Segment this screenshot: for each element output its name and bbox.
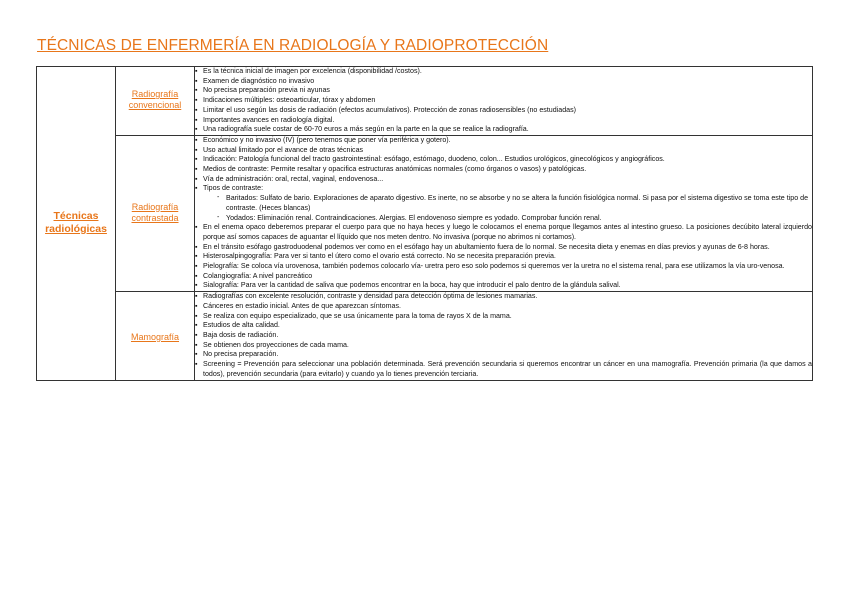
list-item: ▪ Colangiografía: A nivel pancreático xyxy=(195,272,812,282)
technique-details-cell xyxy=(195,67,813,136)
list-item: ▪ Sialografía: Para ver la cantidad de saliva que podemos encontrar en la boca, hay que introducir el palo dentro de la glándula salival. xyxy=(195,281,812,291)
list-item: ▪ Uso actual limitado por el avance de otras técnicas xyxy=(195,146,812,156)
row-mamografia xyxy=(37,292,813,380)
list-item: ▪ Se realiza con equipo especializado, que se usa únicamente para la toma de rayos X de la mama. xyxy=(195,312,812,322)
list-item: ▪ En el enema opaco deberemos preparar el cuerpo para que no haya heces y luego le colocamos el enema porque llegamos antes al intestino grueso. La posiciones decúbito lateral izquierdo porque así somos capaces de aguantar el líquido que nos meten dentro. No invasiva (porque no abrimos ni cortamos). xyxy=(195,223,812,242)
document-title: TÉCNICAS DE ENFERMERÍA EN RADIOLOGÍA Y RADIOPROTECCIÓN xyxy=(37,37,549,54)
list-item-contrast-types xyxy=(195,184,812,223)
contrast-types-label: Tipos de contraste: xyxy=(203,184,264,193)
technique-details-cell xyxy=(195,135,813,291)
sub-list-item: - Baritados: Sulfato de bario. Exploraciones de aparato digestivo. Es inerte, no se absorbe y no se altera la función fisiológica normal. Si pasa por el sistema digestivo se toma este tipo de contraste. (Heces blancas) xyxy=(217,194,812,213)
bullet-list xyxy=(195,67,812,135)
list-item: ▪ No precisa preparación. xyxy=(195,350,812,360)
list-item: ▪ No precisa preparación previa ni ayunas xyxy=(195,86,812,96)
list-item: ▪ Baja dosis de radiación. xyxy=(195,331,812,341)
list-item: ▪ Histerosalpingografía: Para ver si tanto el útero como el ovario está correcto. No se necesita preparación previa. xyxy=(195,252,812,262)
list-item: ▪ Indicaciones múltiples: osteoarticular, tórax y abdomen xyxy=(195,96,812,106)
list-item: ▪ Medios de contraste: Permite resaltar y opacifica estructuras anatómicas normales (como órganos o vasos) y patológicas. xyxy=(195,165,812,175)
list-item: ▪ Radiografías con excelente resolución, contraste y densidad para detección óptima de lesiones mamarias. xyxy=(195,292,812,302)
technique-mamografia: Mamografía xyxy=(130,331,180,342)
technique-details-cell xyxy=(195,292,813,380)
list-item: ▪ Económico y no invasivo (IV) (pero tenemos que poner vía periférica y gotero). xyxy=(195,136,812,146)
list-item: ▪ Examen de diagnóstico no invasivo xyxy=(195,77,812,87)
category-label: Técnicas radiológicas xyxy=(45,209,107,235)
technique-name-cell xyxy=(116,292,195,380)
list-item: ▪ Es la técnica inicial de imagen por excelencia (disponibilidad /costos). xyxy=(195,67,812,77)
row-radiografia-contrastada xyxy=(37,135,813,291)
list-item: ▪ En el tránsito esófago gastroduodenal podemos ver como en el esófago hay un abultamiento fuera de lo normal. Se necesita dieta y enemas en días previos y ayunas de 6-8 horas. xyxy=(195,243,812,253)
sub-list-item: - Yodados: Eliminación renal. Contraindicaciones. Alergias. El endovenoso siempre es yodado. Comprobar función renal. xyxy=(217,214,812,224)
list-item: ▪ Screening = Prevención para seleccionar una población determinada. Será prevención secundaria si queremos encontrar un cáncer en una mamografía. Prevención primaria (la que damos a todos), prevención secundaria (para evitarlo) y cuando ya lo tienes prevención terciaria. xyxy=(195,360,812,379)
list-item: ▪ Se obtienen dos proyecciones de cada mama. xyxy=(195,341,812,351)
list-item: ▪ Importantes avances en radiología digital. xyxy=(195,116,812,126)
category-cell xyxy=(37,67,116,381)
bullet-list xyxy=(195,292,812,379)
list-item: ▪ Estudios de alta calidad. xyxy=(195,321,812,331)
technique-radiografia-contrastada: Radiografía contrastada xyxy=(131,201,179,223)
list-item: ▪ Limitar el uso según las dosis de radiación (efectos acumulativos). Protección de zonas radiosensibles (no estudiadas) xyxy=(195,106,812,116)
list-item: ▪ Una radiografía suele costar de 60-70 euros a más según en la parte en la que se realice la radiografía. xyxy=(195,125,812,135)
list-item: ▪ Vía de administración: oral, rectal, vaginal, endovenosa... xyxy=(195,175,812,185)
list-item: ▪ Cánceres en estadio inicial. Antes de que aparezcan síntomas. xyxy=(195,302,812,312)
row-radiografia-convencional xyxy=(37,67,813,136)
bullet-list xyxy=(195,136,812,291)
technique-radiografia-convencional: Radiografía convencional xyxy=(128,88,182,110)
techniques-table xyxy=(36,66,813,381)
contrast-types-list xyxy=(203,194,812,223)
technique-name-cell xyxy=(116,135,195,291)
list-item: ▪ Indicación: Patología funcional del tracto gastrointestinal: esófago, estómago, duodeno, colon... Estudios urológicos, ginecológicos y angiográficos. xyxy=(195,155,812,165)
list-item: ▪ Pielografía: Se coloca vía urovenosa, también podemos colocarlo vía- uretra pero eso solo podemos si queremos ver la uretra no el sistema renal, para ese utilizamos la vía uro-venosa. xyxy=(195,262,812,272)
technique-name-cell xyxy=(116,67,195,136)
